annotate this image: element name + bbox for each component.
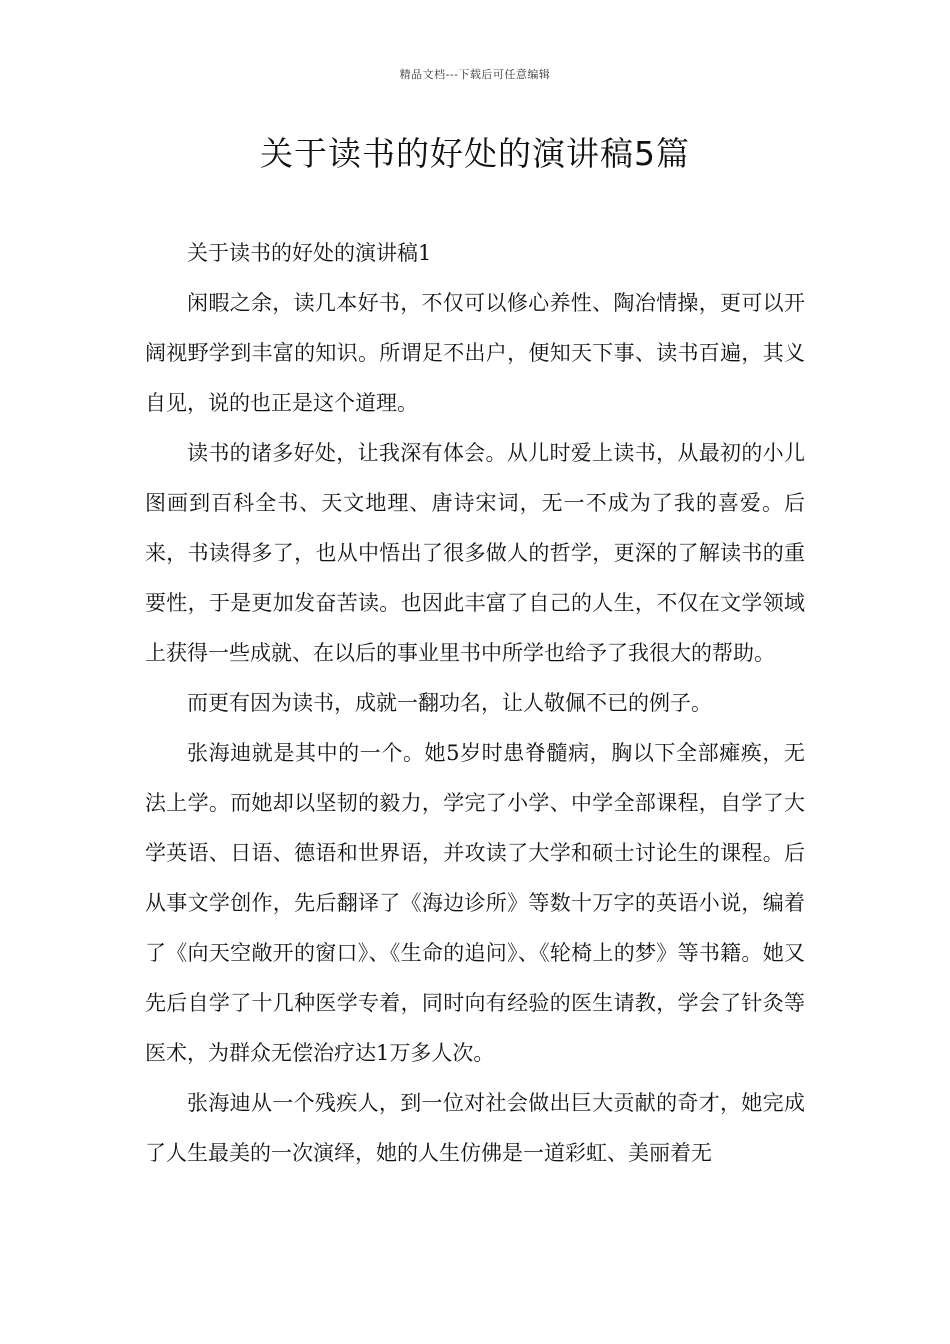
page-header: 精品文档---下载后可任意编辑 bbox=[399, 68, 551, 81]
document-title: 关于读书的好处的演讲稿5篇 bbox=[260, 134, 690, 173]
paragraph-1: 闲暇之余，读几本好书，不仅可以修心养性、陶冶情操，更可以开阔视野学到丰富的知识。所谓足不出户，便知天下事、读书百遍，其义自见，说的也正是这个道理。 bbox=[145, 291, 805, 415]
paragraph-3: 而更有因为读书，成就一翻功名，让人敬佩不已的例子。 bbox=[187, 691, 712, 715]
paragraph-4: 张海迪就是其中的一个。她5岁时患脊髓病，胸以下全部瘫痪，无法上学。而她却以坚韧的毅力，学完了小学、中学全部课程，自学了大学英语、日语、德语和世界语，并攻读了大学和硕士讨论生的课程。后从事文学创作，先后翻译了《海边诊所》等数十万字的英语小说，编着了《向天空敞开的窗口》、《生命的追问》、《轮椅上的梦》等书籍。她又先后自学了十几种医学专着，同时向有经验的医生请教，学会了针灸等医术，为群众无偿治疗达1万多人次。 bbox=[145, 741, 805, 1065]
paragraph-2: 读书的诸多好处，让我深有体会。从儿时爱上读书，从最初的小儿图画到百科全书、天文地理、唐诗宋词，无一不成为了我的喜爱。后来，书读得多了，也从中悟出了很多做人的哲学，更深的了解读书的重要性，于是更加发奋苦读。也因此丰富了自己的人生，不仅在文学领域上获得一些成就、在以后的事业里书中所学也给予了我很大的帮助。 bbox=[145, 441, 805, 665]
document-body bbox=[145, 228, 805, 1178]
paragraph-5: 张海迪从一个残疾人，到一位对社会做出巨大贡献的奇才，她完成了人生最美的一次演绎，她的人生仿佛是一道彩虹、美丽着无 bbox=[145, 1091, 805, 1165]
section-heading: 关于读书的好处的演讲稿1 bbox=[187, 241, 432, 265]
